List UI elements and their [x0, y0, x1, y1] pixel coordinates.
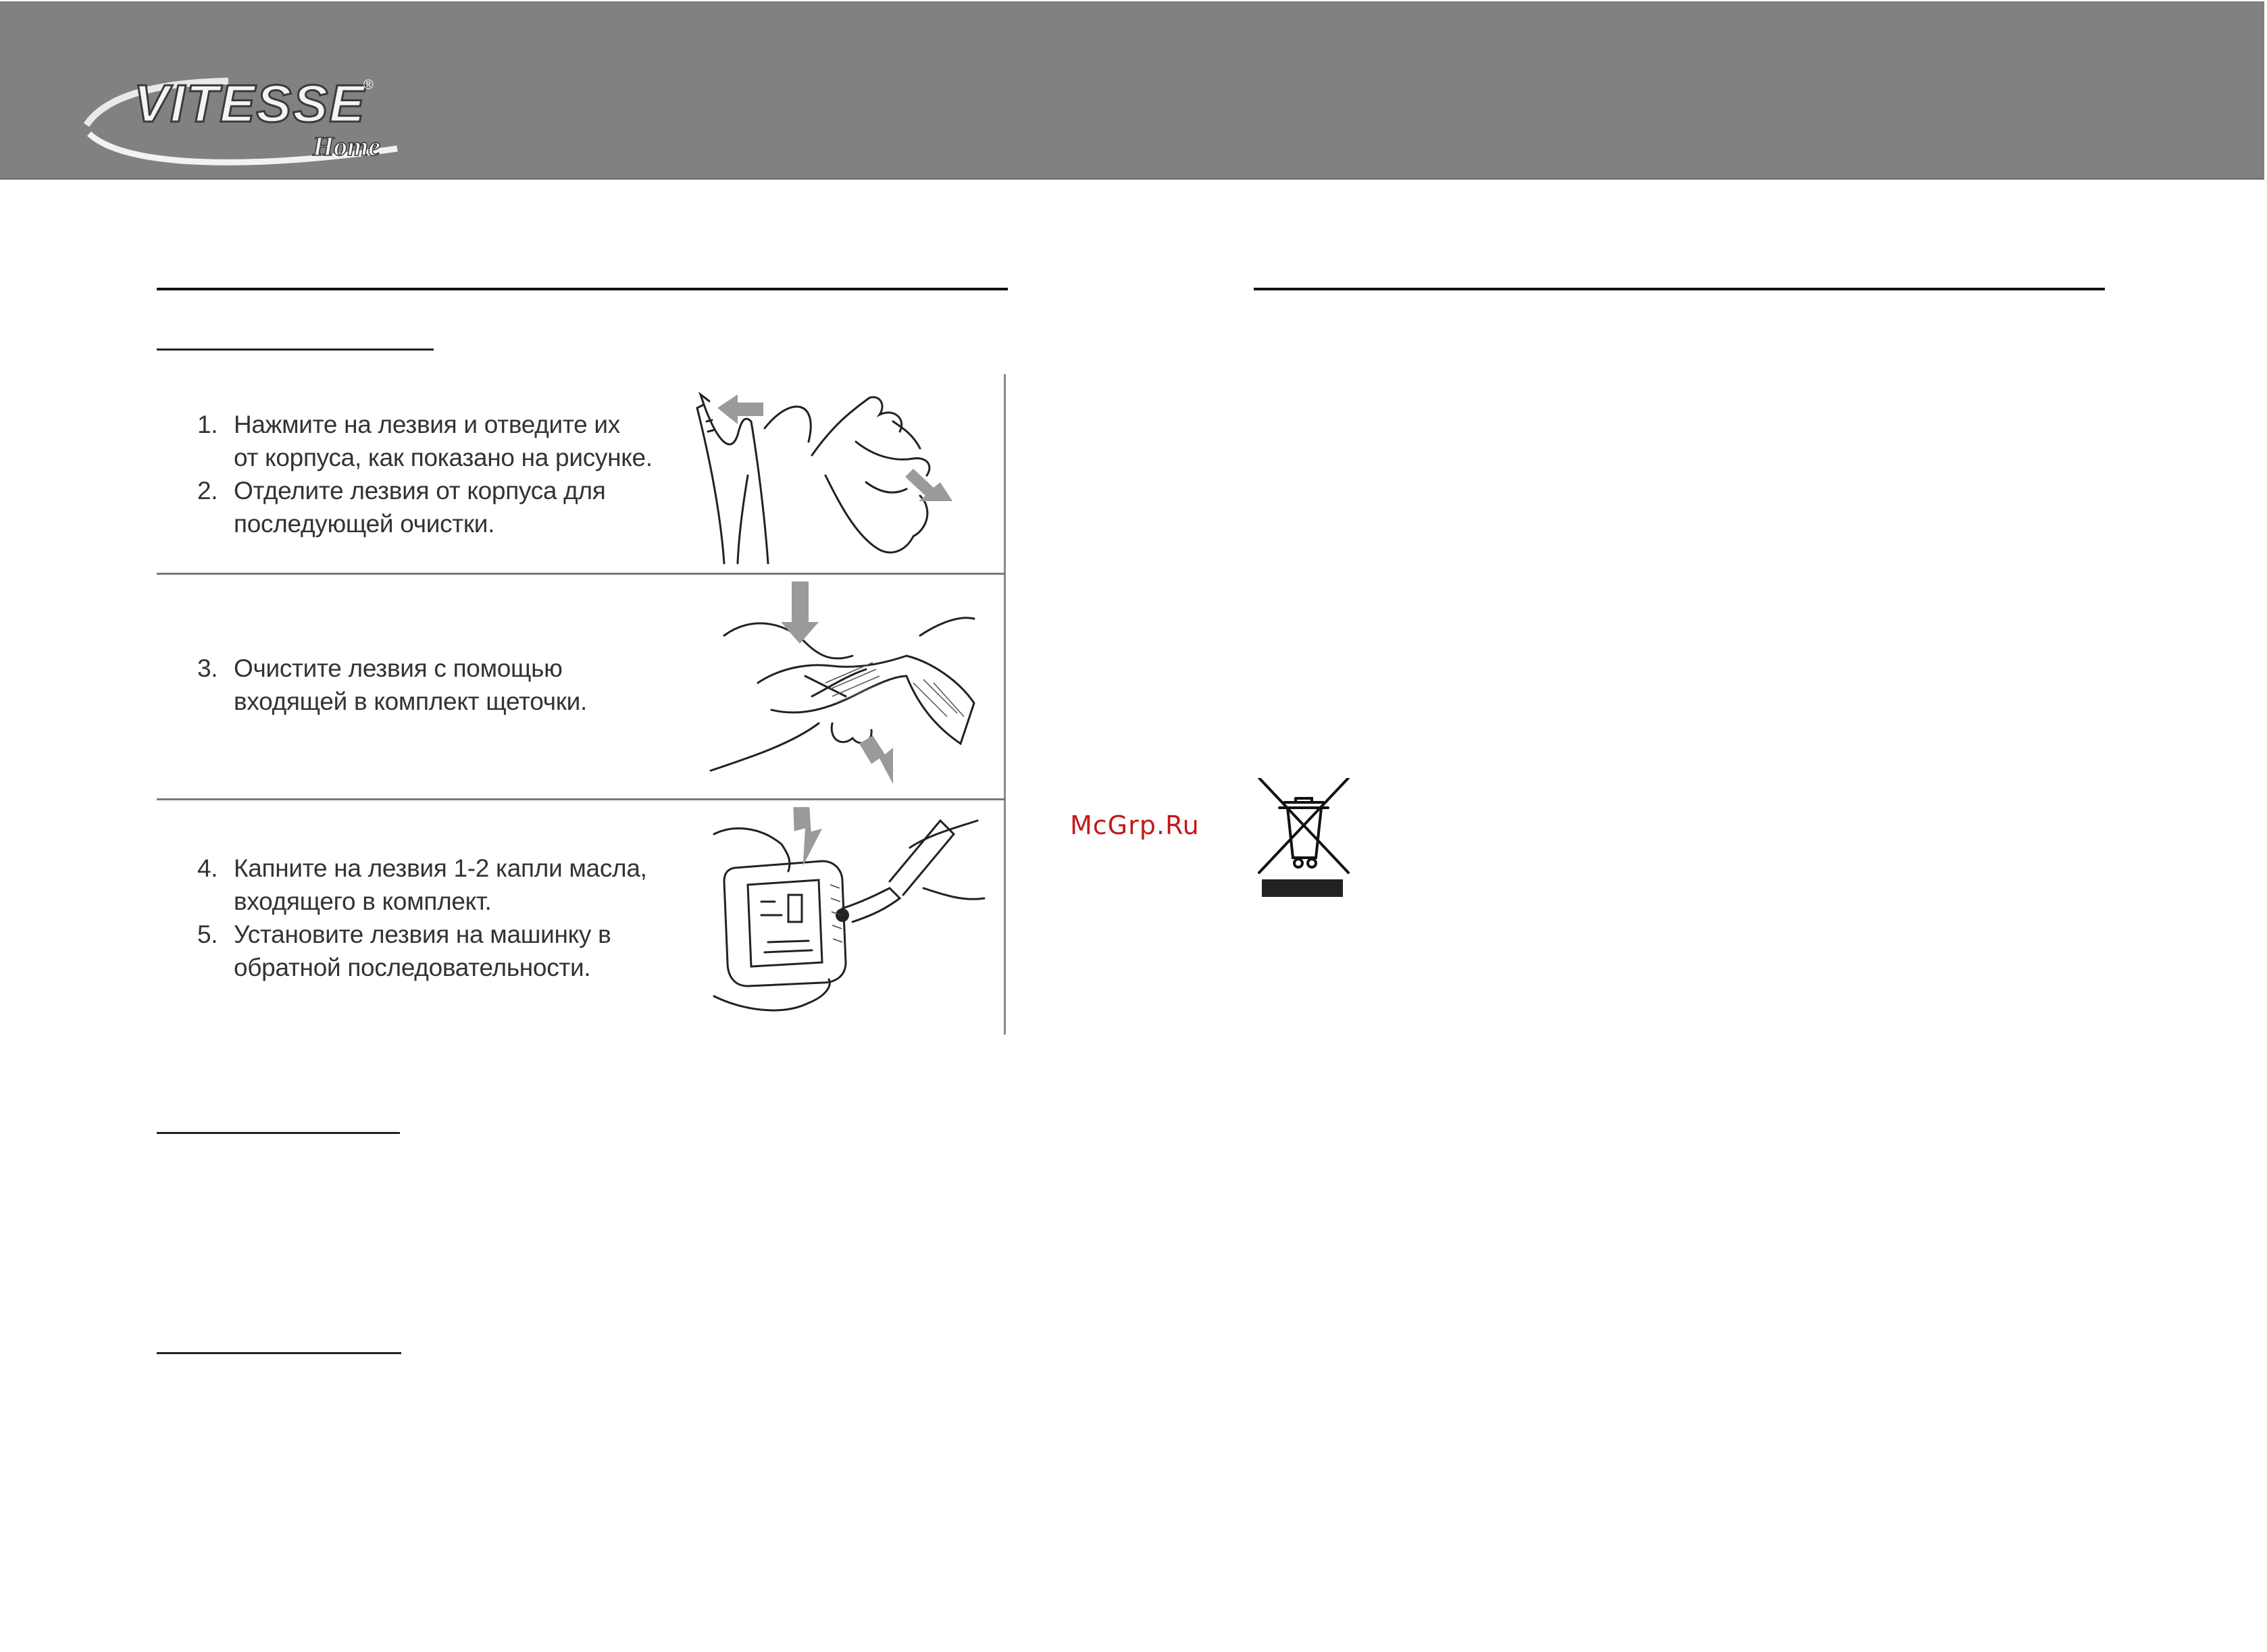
vitesse-home-logo — [80, 68, 411, 169]
svg-text:VITESSE: VITESSE — [134, 74, 366, 133]
blade-removal-illustration — [690, 381, 988, 570]
table-row — [157, 800, 1004, 1035]
table-right-border — [1004, 374, 1006, 1035]
table-row — [157, 374, 1004, 573]
section-heading-underline — [157, 1132, 400, 1134]
step-text-line: входящей в комплект щеточки. — [234, 688, 587, 715]
step-text-line: Нажмите на лезвия и отведите их — [234, 411, 620, 438]
header-band — [0, 1, 2264, 180]
step-item — [197, 474, 653, 540]
step-text-line: от корпуса, как показано на рисунке. — [234, 444, 653, 471]
step-text-line: Установите лезвия на машинку в — [234, 921, 611, 948]
step-number: 2. — [197, 477, 218, 505]
step-text-line: обратной последовательности. — [234, 954, 591, 981]
step-item — [197, 408, 653, 474]
cleaning-instructions-table — [157, 374, 1005, 1035]
blade-oiling-illustration — [707, 807, 991, 1030]
step-list — [197, 408, 653, 540]
step-list — [197, 652, 587, 718]
step-number: 5. — [197, 921, 218, 948]
step-item — [197, 652, 587, 718]
step-text-line: входящего в комплект. — [234, 887, 492, 915]
step-text-line: Капните на лезвия 1-2 капли масла, — [234, 854, 647, 882]
right-column-top-rule — [1254, 288, 2105, 290]
step-item — [197, 852, 647, 918]
crossed-out-wheelie-bin-icon — [1254, 778, 1354, 900]
step-item — [197, 918, 647, 984]
section-heading-underline — [157, 1352, 401, 1354]
step-text-line: Отделите лезвия от корпуса для — [234, 477, 606, 505]
section-heading-underline — [157, 349, 434, 351]
svg-text:®: ® — [363, 78, 374, 93]
step-number: 1. — [197, 411, 218, 438]
step-number: 3. — [197, 654, 218, 682]
step-text-line: Очистите лезвия с помощью — [234, 654, 563, 682]
blade-brush-cleaning-illustration — [690, 582, 988, 791]
svg-text:Home: Home — [313, 131, 380, 161]
step-list — [197, 852, 647, 984]
left-column-top-rule — [157, 288, 1008, 290]
watermark-text: McGrp.Ru — [1070, 810, 1200, 840]
step-text-line: последующей очистки. — [234, 510, 495, 538]
step-number: 4. — [197, 854, 218, 882]
table-row — [157, 575, 1004, 798]
